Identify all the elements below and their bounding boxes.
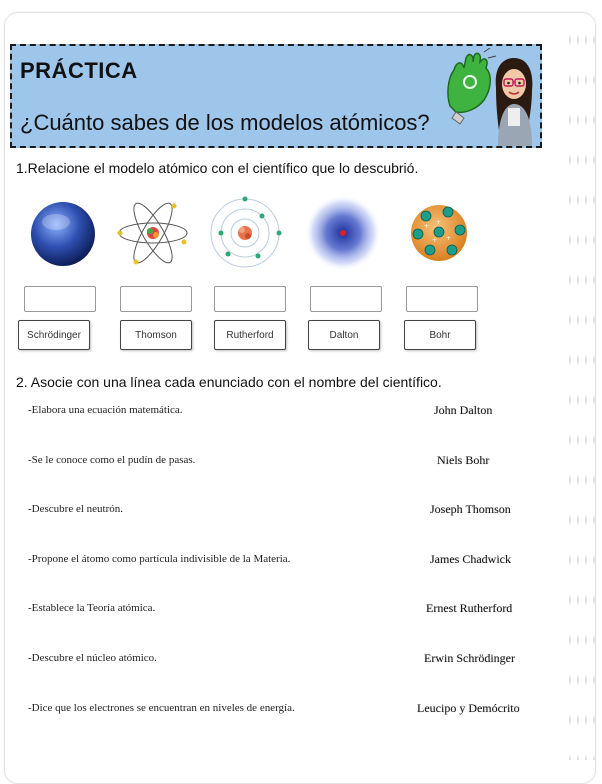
scientist-6: Erwin Schrödinger bbox=[424, 651, 515, 665]
shell-atom-icon bbox=[206, 194, 284, 272]
answer-box-1[interactable] bbox=[24, 286, 96, 312]
scientist-7: Leucipo y Demócrito bbox=[417, 701, 520, 715]
name-box-bohr: Bohr bbox=[404, 320, 476, 350]
answer-box-3[interactable] bbox=[214, 286, 286, 312]
answer-box-2[interactable] bbox=[120, 286, 192, 312]
name-box-rutherford: Rutherford bbox=[214, 320, 286, 350]
plum-pudding-atom-icon bbox=[400, 194, 478, 272]
scientist-3: Joseph Thomson bbox=[430, 502, 511, 516]
svg-text:+: + bbox=[424, 223, 430, 230]
statement-1: -Elabora una ecuación matemática. bbox=[28, 404, 183, 416]
banner-title: PRÁCTICA bbox=[20, 58, 138, 83]
answer-box-4[interactable] bbox=[310, 286, 382, 312]
banner-question: ¿Cuánto sabes de los modelos atómicos? bbox=[20, 110, 430, 135]
scientist-1: John Dalton bbox=[434, 403, 493, 417]
decorative-dot-grid bbox=[566, 20, 596, 760]
section1-heading: 1.Relacione el modelo atómico con el científico que lo descubrió. bbox=[16, 160, 419, 176]
svg-text:+: + bbox=[432, 237, 438, 244]
orbital-atom-icon bbox=[114, 194, 192, 272]
statement-2: -Se le conoce como el pudín de pasas. bbox=[28, 454, 196, 466]
scientist-5: Ernest Rutherford bbox=[426, 601, 513, 615]
statement-5: -Establece la Teoría atómica. bbox=[28, 602, 156, 614]
answer-box-5[interactable] bbox=[406, 286, 478, 312]
section2-heading: 2. Asocie con una línea cada enunciado con el nombre del científico. bbox=[16, 374, 442, 390]
svg-text:+: + bbox=[436, 219, 442, 226]
name-box-schrodinger: Schrödinger bbox=[18, 320, 90, 350]
svg-text:+: + bbox=[446, 235, 452, 242]
scientist-2: Niels Bohr bbox=[437, 453, 490, 467]
header-banner bbox=[10, 44, 542, 148]
name-box-thomson: Thomson bbox=[120, 320, 192, 350]
name-box-dalton: Dalton bbox=[308, 320, 380, 350]
statement-3: -Descubre el neutrón. bbox=[28, 503, 123, 515]
statement-4: -Propone el átomo como partícula indivisible de la Materia. bbox=[28, 553, 291, 565]
electron-cloud-atom-icon bbox=[304, 194, 382, 272]
statement-7: -Dice que los electrones se encuentran en niveles de energía. bbox=[28, 702, 295, 714]
statement-6: -Descubre el núcleo atómico. bbox=[28, 652, 157, 664]
scientist-4: James Chadwick bbox=[430, 552, 511, 566]
teacher-with-foam-hand-icon bbox=[442, 48, 534, 146]
solid-sphere-atom-icon bbox=[24, 194, 102, 272]
